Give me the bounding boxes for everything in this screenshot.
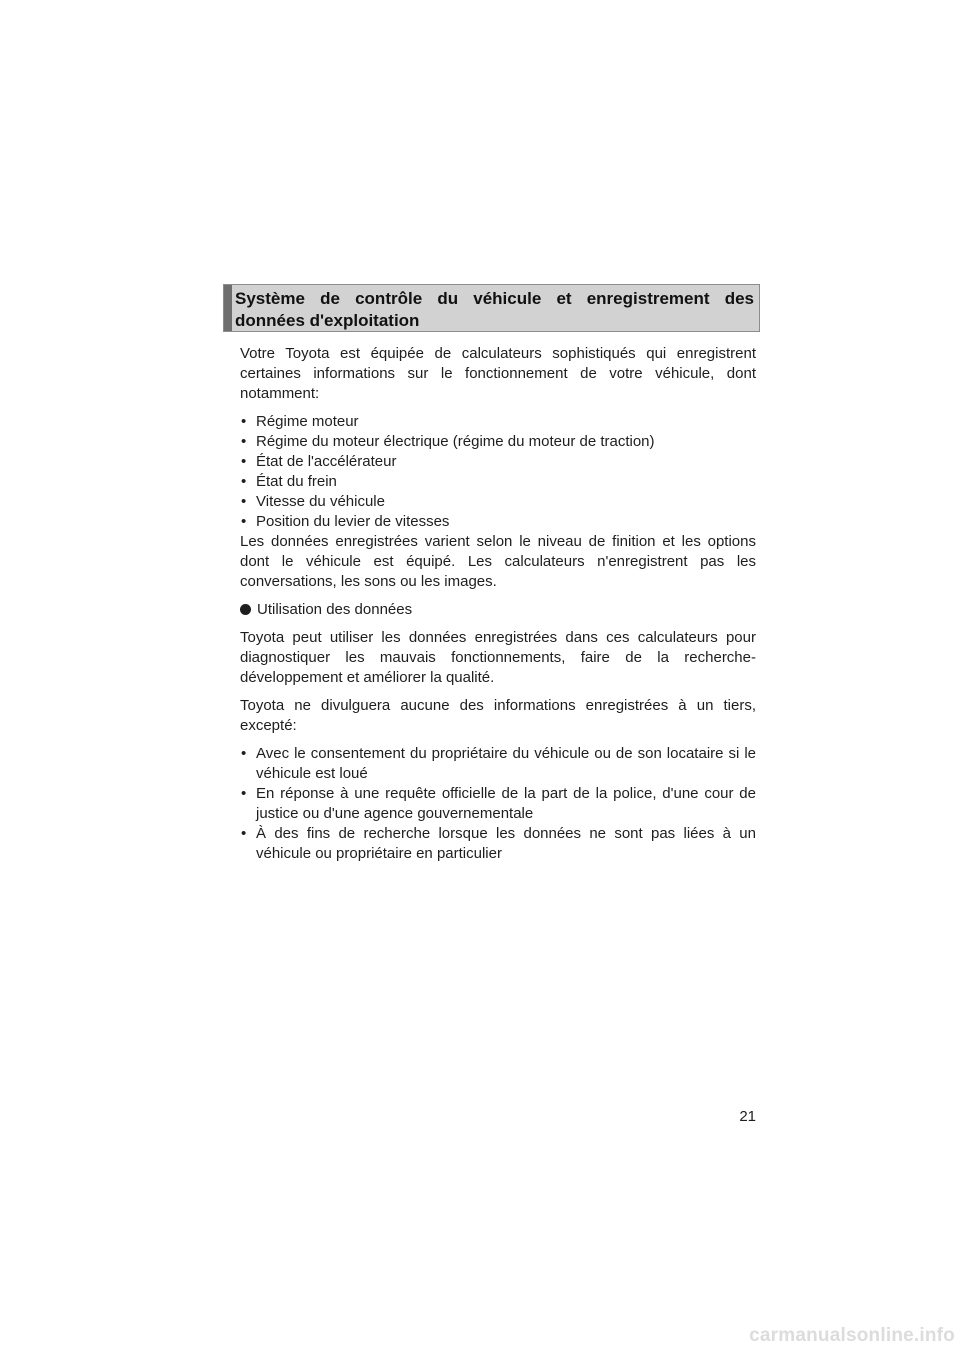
bullet-icon: • [241,825,247,842]
usage-paragraph: Toyota peut utiliser les données enregistrées dans ces calculateurs pour diagnostiquer les mauvais fonctionnements, faire de la recherche-développement et améliorer la qualité. [240,629,756,686]
bullet-icon: • [241,453,247,470]
disclosure-paragraph: Toyota ne divulguera aucune des informations enregistrées à un tiers, excepté: [240,697,756,734]
watermark: carmanualsonline.info [749,1325,955,1346]
content-body [240,344,756,864]
section-header-accent-bar [224,285,232,331]
page-number: 21 [739,1108,756,1125]
exceptions-list [240,744,756,864]
filled-circle-icon [240,604,251,615]
bullet-icon: • [241,745,247,762]
variation-paragraph: Les données enregistrées varient selon le niveau de finition et les options dont le véhicule est équipé. Les calculateurs n'enregistrent pas les conversations, les sons ou les images. [240,533,756,590]
usage-heading [240,600,756,620]
bullet-icon: • [241,513,247,530]
list-item: • Régime du moteur électrique (régime du moteur de traction) [241,433,655,450]
list-item: • État de l'accélérateur [241,453,397,470]
bullet-icon: • [241,433,247,450]
bullet-icon: • [241,493,247,510]
recorded-items-list [240,412,756,532]
list-item: • Régime moteur [241,413,359,430]
section-header [223,284,760,332]
usage-heading-text: Utilisation des données [257,601,413,618]
list-item: • Avec le consentement du propriétaire du véhicule ou de son locataire si le véhicule est loué [241,745,756,782]
list-item: • En réponse à une requête officielle de la part de la police, d'une cour de justice ou d'une agence gouvernementale [241,785,756,822]
list-item: • État du frein [241,473,337,490]
bullet-icon: • [241,785,247,802]
list-item: • À des fins de recherche lorsque les données ne sont pas liées à un véhicule ou propriétaire en particulier [241,825,756,862]
list-item: • Position du levier de vitesses [241,513,450,530]
list-item: • Vitesse du véhicule [241,493,385,510]
bullet-icon: • [241,413,247,430]
section-title: Système de contrôle du véhicule et enregistrement des données d'exploitation [235,289,754,330]
bullet-icon: • [241,473,247,490]
intro-paragraph: Votre Toyota est équipée de calculateurs sophistiqués qui enregistrent certaines informations sur le fonctionnement de votre véhicule, dont notamment: [240,345,756,402]
